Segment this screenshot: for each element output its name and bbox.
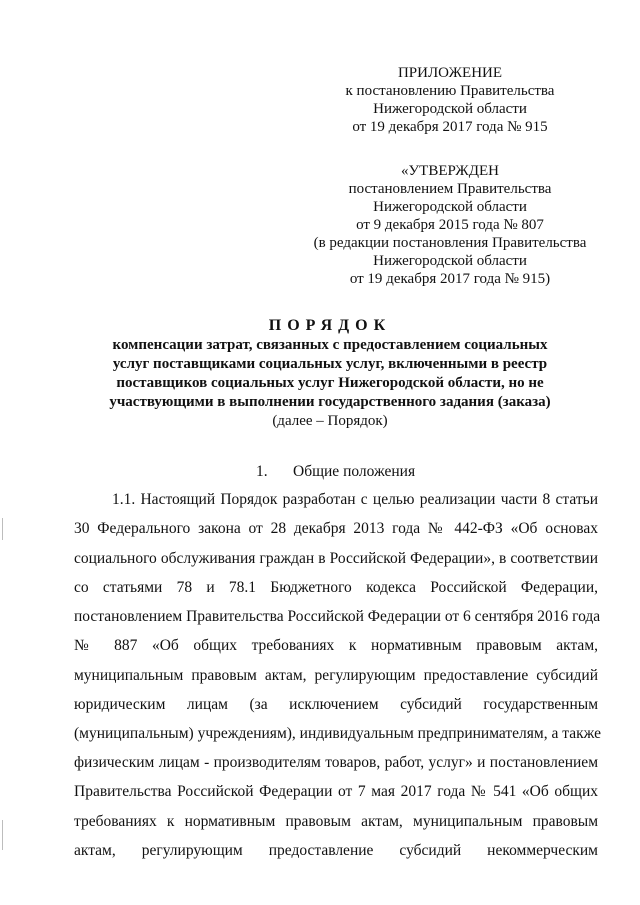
body-text-line: муниципальным правовым актам, регулирующим предоставление субсидий: [74, 667, 598, 684]
body-text-line: физическим лицам - производителям товаров, работ, услуг» и постановлением: [74, 754, 598, 771]
approved-line: Нижегородской области: [373, 253, 527, 269]
body-text-line: социального обслуживания граждан в Российской Федерации», в соответствии: [74, 550, 598, 567]
approved-block: [300, 162, 600, 288]
appendix-line: Нижегородской области: [373, 101, 527, 117]
approved-line: постановлением Правительства: [348, 181, 552, 197]
appendix-line: к постановлению Правительства: [345, 83, 555, 99]
scan-edge-mark: [2, 518, 3, 540]
approved-line: от 9 декабря 2015 года № 807: [356, 217, 544, 233]
section-number: 1.: [256, 463, 268, 480]
approved-line: от 19 декабря 2017 года № 915): [349, 271, 551, 287]
document-title-block: [70, 316, 590, 431]
approved-line: (в редакции постановления Правительства: [313, 235, 587, 251]
document-title: ПОРЯДОК: [268, 317, 392, 334]
body-text-line: 1.1. Настоящий Порядок разработан с целью реализации части 8 статьи: [112, 491, 598, 508]
title-subtitle-line: поставщиков социальных услуг Нижегородской области, но не: [116, 375, 544, 391]
body-text-line: актам, регулирующим предоставление субсидий некоммерческим: [74, 842, 598, 859]
title-note: (далее – Порядок): [272, 413, 388, 429]
body-text-line: № 887 «Об общих требованиях к нормативным правовым актам,: [74, 637, 598, 654]
scan-edge-mark: [2, 820, 3, 850]
body-text-line: юридическим лицам (за исключением субсидий государственным: [74, 696, 598, 713]
approved-line: «УТВЕРЖДЕН: [401, 163, 499, 179]
appendix-line: от 19 декабря 2017 года № 915: [352, 119, 548, 135]
approved-line: Нижегородской области: [373, 199, 527, 215]
title-subtitle-line: компенсации затрат, связанных с предоставлением социальных: [112, 337, 548, 353]
body-text-line: постановлением Правительства Российской Федерации от 6 сентября 2016 года: [74, 608, 601, 625]
body-text-line: Правительства Российской Федерации от 7 мая 2017 года № 541 «Об общих: [74, 783, 598, 800]
body-text-line: (муниципальным) учреждениям), индивидуальным предпринимателям, а также: [74, 725, 601, 742]
appendix-line: ПРИЛОЖЕНИЕ: [397, 65, 503, 81]
appendix-block: [300, 64, 600, 136]
body-text-line: 30 Федерального закона от 28 декабря 2013 года № 442-ФЗ «Об основах: [74, 520, 598, 537]
title-subtitle-line: услуг поставщиками социальных услуг, включенными в реестр: [112, 356, 548, 372]
body-text-line: требованиях к нормативным правовым актам, муниципальным правовым: [74, 813, 598, 830]
title-subtitle-line: участвующими в выполнении государственного задания (заказа): [109, 394, 551, 410]
body-text-line: со статьями 78 и 78.1 Бюджетного кодекса Российской Федерации,: [74, 579, 598, 596]
section-title: Общие положения: [293, 463, 416, 480]
